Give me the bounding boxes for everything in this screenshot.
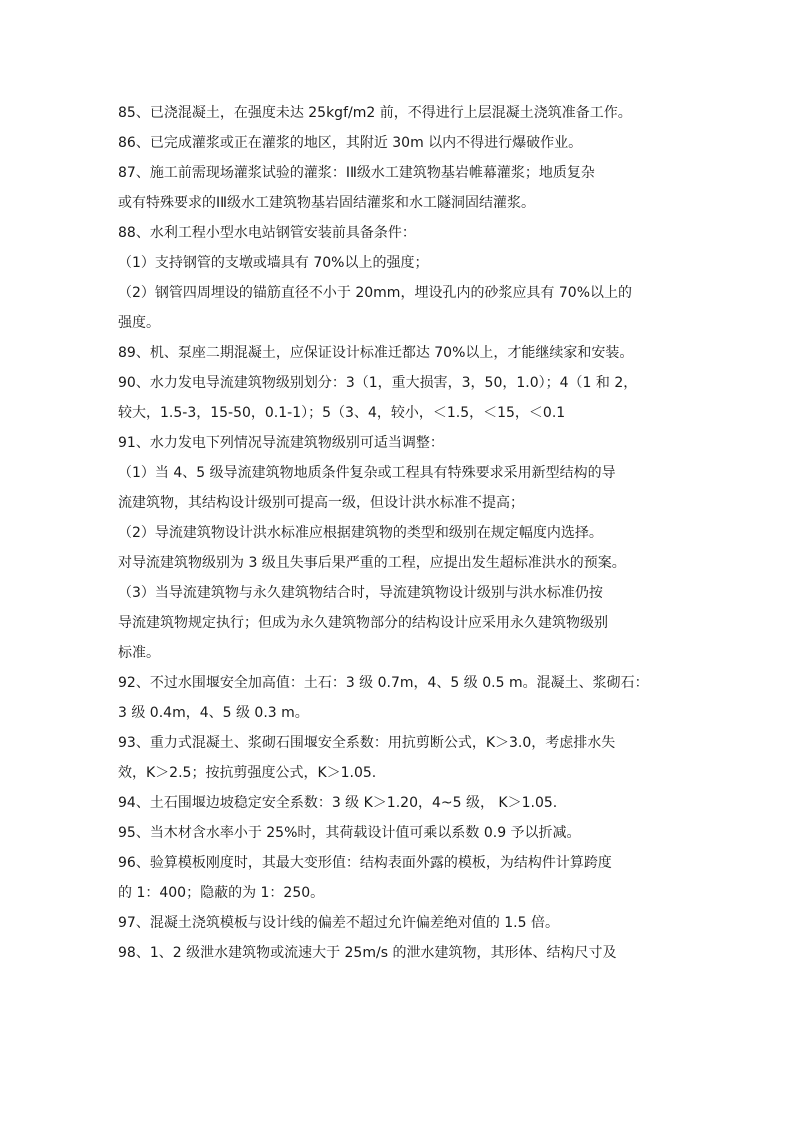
text-line: 88、水利工程小型水电站钢管安装前具备条件： [118, 225, 416, 241]
document-body [118, 98, 682, 968]
text-line: 或有特殊要求的ⅠⅡ级水工建筑物基岩固结灌浆和水工隧洞固结灌浆。 [118, 195, 536, 211]
text-line: 92、不过水围堰安全加高值：土石：3 级 0.7m，4、5 级 0.5 m。混凝土、浆砌石： [118, 675, 649, 691]
text-line: 96、验算模板刚度时，其最大变形值：结构表面外露的模板，为结构件计算跨度 [118, 855, 612, 871]
text-line: 标准。 [118, 645, 160, 661]
text-line: 对导流建筑物级别为 3 级且失事后果严重的工程，应提出发生超标准洪水的预案。 [118, 555, 626, 571]
text-line: （3）当导流建筑物与永久建筑物结合时，导流建筑物设计级别与洪水标准仍按 [118, 585, 603, 601]
text-line: 85、已浇混凝土，在强度未达 25kgf/m2 前，不得进行上层混凝土浇筑准备工作。 [118, 105, 632, 121]
text-line: 97、混凝土浇筑模板与设计线的偏差不超过允许偏差绝对值的 1.5 倍。 [118, 915, 559, 931]
text-line: 89、机、泵座二期混凝土，应保证设计标准迁都达 70%以上，才能继续家和安装。 [118, 345, 634, 361]
text-line: 3 级 0.4m，4、5 级 0.3 m。 [118, 705, 309, 721]
text-line: （2）钢管四周埋设的锚筋直径不小于 20mm，埋设孔内的砂浆应具有 70%以上的 [118, 285, 633, 301]
text-line: （2）导流建筑物设计洪水标准应根据建筑物的类型和级别在规定幅度内选择。 [118, 525, 603, 541]
text-line: 95、当木材含水率小于 25%时，其荷载设计值可乘以系数 0.9 予以折减。 [118, 825, 581, 841]
text-line: 98、1、2 级泄水建筑物或流速大于 25m/s 的泄水建筑物，其形体、结构尺寸及 [118, 945, 617, 961]
text-line: 导流建筑物规定执行；但成为永久建筑物部分的结构设计应采用永久建筑物级别 [118, 615, 608, 631]
text-line: 87、施工前需现场灌浆试验的灌浆：ⅠⅡ级水工建筑物基岩帷幕灌浆；地质复杂 [118, 165, 595, 181]
text-line: （1）支持钢管的支墩或墙具有 70%以上的强度； [118, 255, 429, 271]
text-line: （1）当 4、5 级导流建筑物地质条件复杂或工程具有特殊要求采用新型结构的导 [118, 465, 616, 481]
text-line: 90、水力发电导流建筑物级别划分：3（1，重大损害，3，50，1.0）；4（1 和 2， [118, 375, 638, 391]
text-line: 强度。 [118, 315, 160, 331]
text-line: 流建筑物，其结构设计级别可提高一级，但设计洪水标准不提高； [118, 495, 524, 511]
text-line: 效，K＞2.5；按抗剪强度公式，K＞1.05. [118, 765, 377, 781]
text-line: 94、土石围堰边坡稳定安全系数：3 级 K＞1.20，4~5 级， K＞1.05. [118, 795, 558, 811]
text-line: 的 1：400；隐蔽的为 1：250。 [118, 885, 325, 901]
text-line: 91、水力发电下列情况导流建筑物级别可适当调整： [118, 435, 444, 451]
text-line: 较大，1.5-3，15-50，0.1-1）；5（3、4，较小，＜1.5，＜15，＜0.1 [118, 405, 566, 421]
text-line: 86、已完成灌浆或正在灌浆的地区，其附近 30m 以内不得进行爆破作业。 [118, 135, 583, 151]
text-line: 93、重力式混凝土、浆砌石围堰安全系数：用抗剪断公式，K＞3.0，考虑排水失 [118, 735, 616, 751]
